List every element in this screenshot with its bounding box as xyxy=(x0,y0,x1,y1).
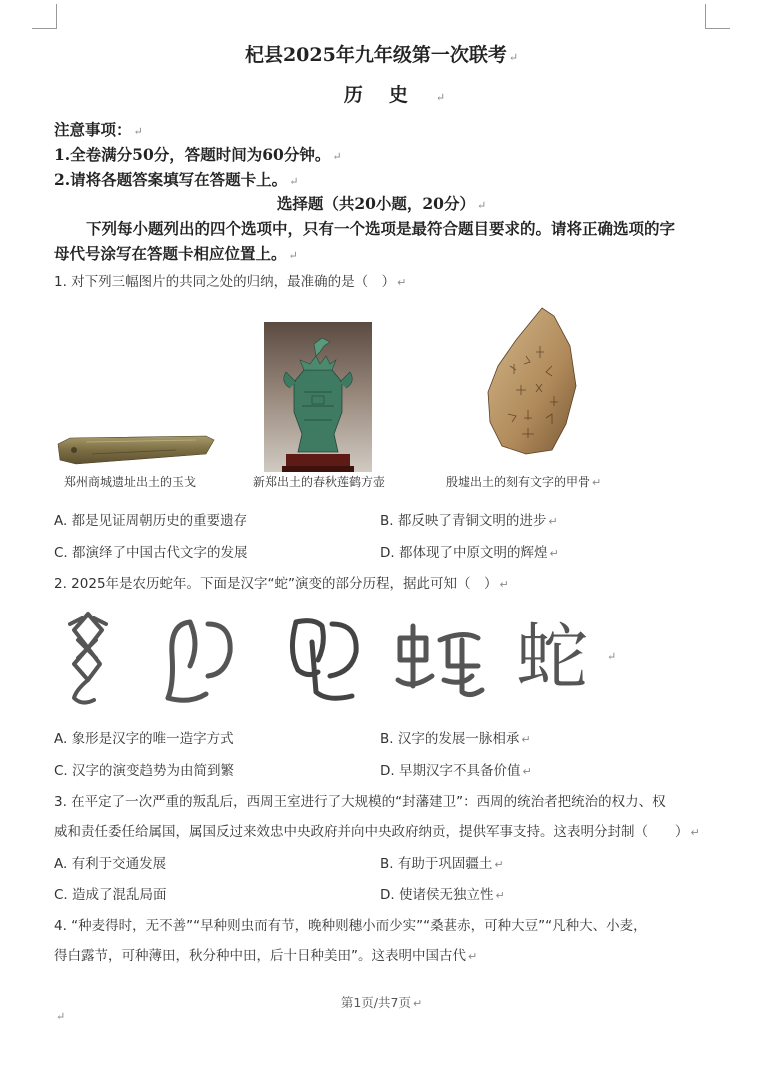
q3-stem-line2: 威和责任委任给属国，属国反过来效忠中央政府并向中央政府纳贡，提供军事支持。这表明分封制（ ） ↵ xyxy=(54,824,700,840)
snake-glyph-regular: 蛇 xyxy=(516,615,589,699)
caption-jade-dagger: 郑州商城遗址出土的玉戈 xyxy=(64,475,197,489)
q2-option-c: C. 汉字的演变趋势为由简到繁 xyxy=(54,763,235,779)
q2-option-b: B. 汉字的发展一脉相承 ↵ xyxy=(380,731,531,747)
caption-oracle-bone: 殷墟出土的刻有文字的甲骨 ↵ xyxy=(446,475,602,489)
snake-glyph-oracle xyxy=(62,610,112,710)
q4-stem-line2: 得白露节，可种薄田，秋分种中田，后十日种美田”。这表明中国古代 ↵ xyxy=(54,948,478,964)
notice-item-1: 1.全卷满分50分，答题时间为60分钟。 ↵ xyxy=(54,145,342,164)
snake-glyph-bronze xyxy=(160,614,240,706)
paragraph-mark: ↵ xyxy=(607,650,617,663)
notice-item-2: 2.请将各题答案填写在答题卡上。 ↵ xyxy=(54,170,299,189)
oracle-bone-image xyxy=(486,306,578,456)
section-instruction-line1: 下列每小题列出的四个选项中，只有一个选项是最符合题目要求的。请将正确选项的字 xyxy=(86,219,676,238)
crop-mark-top-left xyxy=(32,4,57,29)
crop-mark-top-right xyxy=(705,4,730,29)
q2-stem: 2. 2025年是农历蛇年。下面是汉字“蛇”演变的部分历程，据此可知（ ） ↵ xyxy=(54,576,509,592)
paragraph-mark-end: ↵ xyxy=(56,1010,66,1023)
bronze-vessel-image xyxy=(264,322,372,472)
exam-title: 杞县2025年九年级第一次联考 ↵ xyxy=(244,44,519,66)
snake-glyph-clerical xyxy=(392,620,488,702)
q3-option-c: C. 造成了混乱局面 xyxy=(54,887,167,903)
subject-title: 历史 ↵ xyxy=(343,84,446,106)
section-title: 选择题（共20小题，20分） ↵ xyxy=(276,194,487,213)
q3-stem-line1: 3. 在平定了一次严重的叛乱后，西周王室进行了大规模的“封藩建卫”：西周的统治者把统治的权力、权 xyxy=(54,794,666,810)
q1-option-d: D. 都体现了中原文明的辉煌 ↵ xyxy=(380,545,559,561)
caption-bronze-vessel: 新郑出土的春秋莲鹤方壶 xyxy=(253,475,386,489)
q2-option-d: D. 早期汉字不具备价值 ↵ xyxy=(380,763,532,779)
q3-option-a: A. 有利于交通发展 xyxy=(54,856,167,872)
section-instruction-line2: 母代号涂写在答题卡相应位置上。 ↵ xyxy=(54,244,298,263)
q2-option-a: A. 象形是汉字的唯一造字方式 xyxy=(54,731,234,747)
q3-option-d: D. 使诸侯无独立性 ↵ xyxy=(380,887,505,903)
q1-option-a: A. 都是见证周朝历史的重要遗存 xyxy=(54,513,248,529)
jade-dagger-image xyxy=(56,430,216,470)
q1-option-b: B. 都反映了青铜文明的进步 ↵ xyxy=(380,513,558,529)
notice-heading: 注意事项： ↵ xyxy=(54,120,143,139)
q3-option-b: B. 有助于巩固疆土 ↵ xyxy=(380,856,504,872)
q4-stem-line1: 4. “种麦得时，无不善”“早种则虫而有节，晚种则穗小而少实”“桑葚赤，可种大豆”“凡种大、小麦， xyxy=(54,918,647,934)
snake-glyph-small-seal xyxy=(282,612,366,704)
q1-option-c: C. 都演绎了中国古代文字的发展 xyxy=(54,545,248,561)
q1-stem: 1. 对下列三幅图片的共同之处的归纳，最准确的是（ ） ↵ xyxy=(54,274,407,290)
page-footer: 第1页/共7页 ↵ xyxy=(340,995,423,1010)
